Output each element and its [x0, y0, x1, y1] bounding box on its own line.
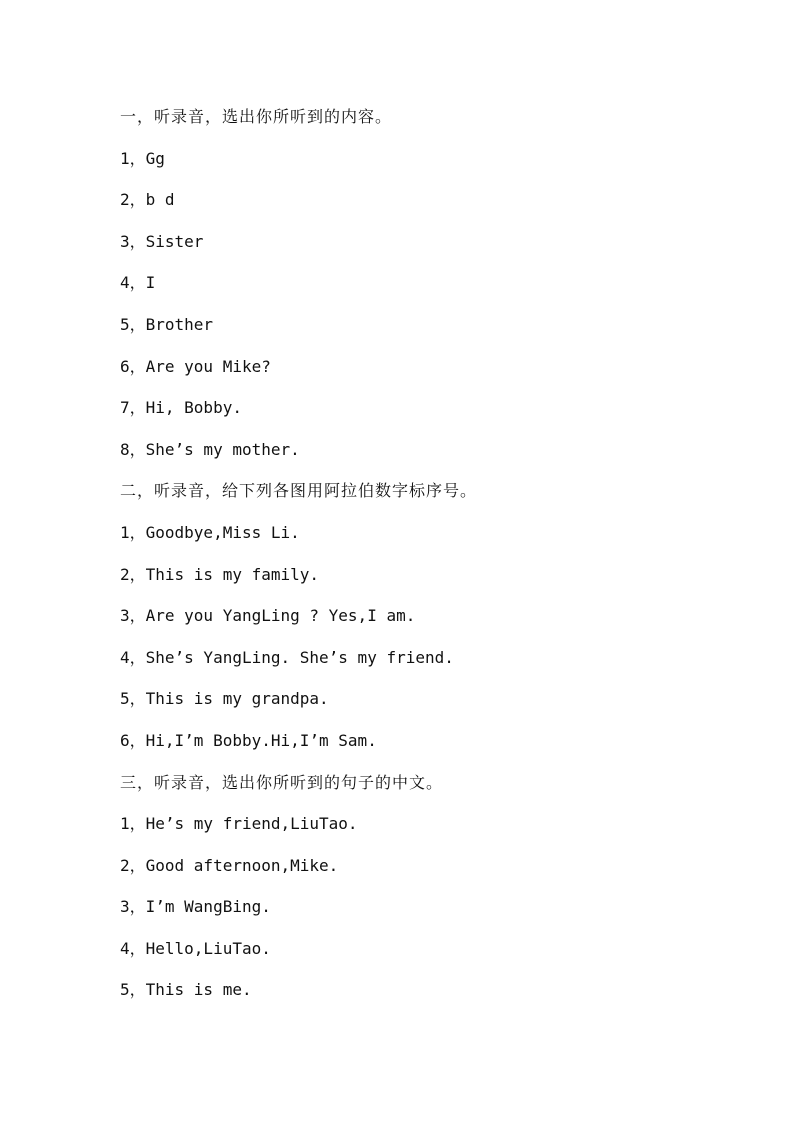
section-2-item-6: 6，Hi,I’m Bobby.Hi,I’m Sam. — [120, 730, 377, 750]
section-1-item-1: 1，Gg — [120, 148, 165, 168]
section-1-item-7: 7，Hi, Bobby. — [120, 398, 242, 418]
section-2-heading: 二，听录音，给下列各图用阿拉伯数字标序号。 — [120, 481, 478, 501]
section-1-item-6: 6，Are you Mike? — [120, 356, 271, 376]
document-page — [120, 104, 740, 1019]
section-3-item-2: 2，Good afternoon,Mike. — [120, 855, 339, 875]
section-3-item-5: 5，This is me. — [120, 980, 252, 1000]
section-2-item-3: 3，Are you YangLing ? Yes,I am. — [120, 606, 416, 626]
section-1-item-5: 5，Brother — [120, 314, 214, 334]
section-3-item-3: 3，I’m WangBing. — [120, 897, 271, 917]
section-1-item-3: 3，Sister — [120, 231, 204, 251]
section-2-item-2: 2，This is my family. — [120, 564, 320, 584]
section-1-item-4: 4，I — [120, 273, 156, 293]
section-2-item-5: 5，This is my grandpa. — [120, 689, 329, 709]
section-3-item-1: 1，He’s my friend,LiuTao. — [120, 814, 358, 834]
section-2-item-4: 4，She’s YangLing. She’s my friend. — [120, 647, 454, 667]
section-1-item-8: 8，She’s my mother. — [120, 439, 300, 459]
section-1-heading: 一，听录音，选出你所听到的内容。 — [120, 107, 393, 126]
section-3-item-4: 4，Hello,LiuTao. — [120, 938, 271, 958]
section-2-item-1: 1，Goodbye,Miss Li. — [120, 522, 300, 542]
section-3-heading: 三，听录音，选出你所听到的句子的中文。 — [120, 772, 444, 792]
section-1-item-2: 2，b d — [120, 190, 175, 210]
